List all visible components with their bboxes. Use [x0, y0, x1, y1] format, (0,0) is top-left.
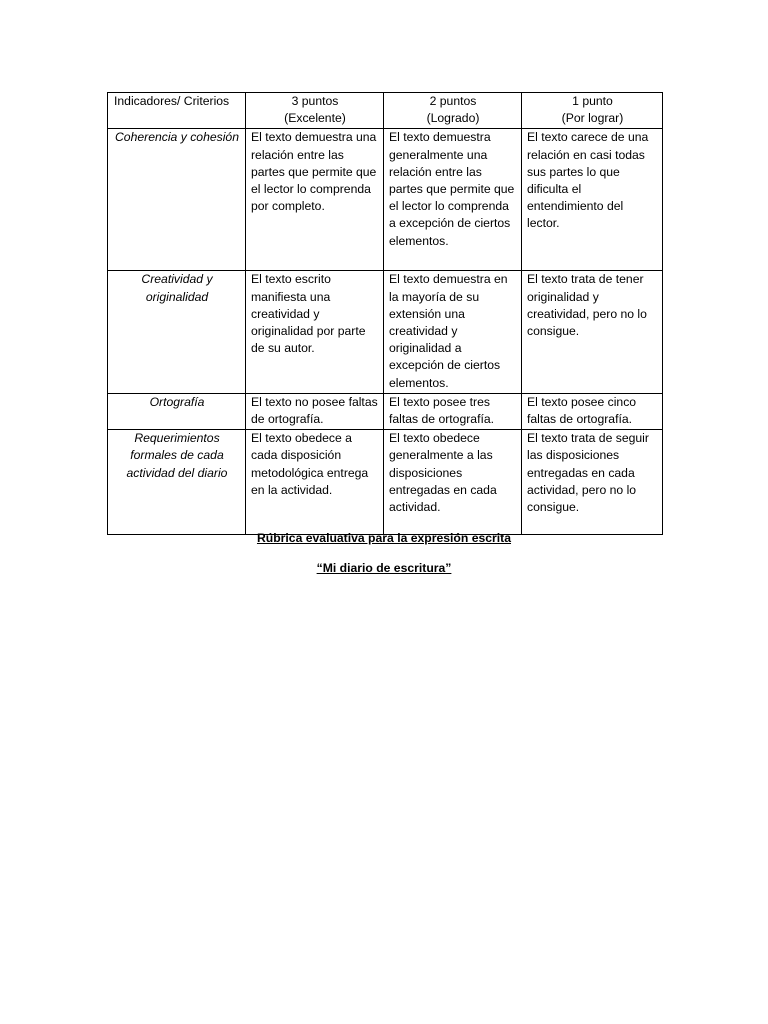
header-criteria-label: Indicadores/ Criterios [114, 94, 230, 108]
header-3-points-label: 3 puntos [291, 94, 339, 108]
table-row [108, 430, 663, 535]
header-1-point [522, 93, 663, 129]
table-row [108, 271, 663, 393]
cell-achieved: El texto demuestra generalmente una relación entre las partes que permite que el lector lo comprenda a excepción de ciertos elementos. [384, 129, 522, 271]
cell-to-achieve: El texto trata de tener originalidad y creatividad, pero no lo consigue. [522, 271, 663, 393]
cell-to-achieve: El texto carece de una relación en casi todas sus partes lo que dificulta el entendimiento del lector. [522, 129, 663, 271]
header-criteria [108, 93, 246, 129]
rubric-caption-subtitle: “Mi diario de escritura” [316, 561, 452, 575]
cell-to-achieve: El texto posee cinco faltas de ortografía. [522, 393, 663, 429]
table-row [108, 129, 663, 271]
cell-excellent: El texto escrito manifiesta una creatividad y originalidad por parte de su autor. [246, 271, 384, 393]
header-3-points-level: (Excelente) [284, 111, 346, 126]
header-3-points [246, 93, 384, 129]
criterion-spelling: Ortografía [108, 393, 246, 429]
table-header-row [108, 93, 663, 129]
cell-achieved: El texto demuestra en la mayoría de su extensión una creatividad y originalidad a excepción de ciertos elementos. [384, 271, 522, 393]
cell-to-achieve: El texto trata de seguir las disposiciones entregadas en cada actividad, pero no lo consigue. [522, 430, 663, 535]
cell-excellent: El texto demuestra una relación entre las partes que permite que el lector lo comprenda por completo. [246, 129, 384, 271]
header-2-points [384, 93, 522, 129]
header-2-points-level: (Logrado) [426, 111, 480, 126]
cell-achieved: El texto obedece generalmente a las disposiciones entregadas en cada actividad. [384, 430, 522, 535]
header-1-point-label: 1 punto [572, 94, 613, 108]
header-2-points-label: 2 puntos [429, 94, 477, 108]
criterion-coherence: Coherencia y cohesión [108, 129, 246, 271]
cell-excellent: El texto obedece a cada disposición metodológica entrega en la actividad. [246, 430, 384, 535]
criterion-creativity: Creatividad y originalidad [108, 271, 246, 393]
cell-excellent: El texto no posee faltas de ortografía. [246, 393, 384, 429]
rubric-table [107, 92, 663, 535]
header-1-point-level: (Por lograr) [561, 111, 624, 126]
cell-achieved: El texto posee tres faltas de ortografía. [384, 393, 522, 429]
rubric-caption-title: Rúbrica evaluativa para la expresión escrita [256, 531, 512, 545]
criterion-formal-requirements: Requerimientos formales de cada actividad del diario [108, 430, 246, 535]
table-row [108, 393, 663, 429]
